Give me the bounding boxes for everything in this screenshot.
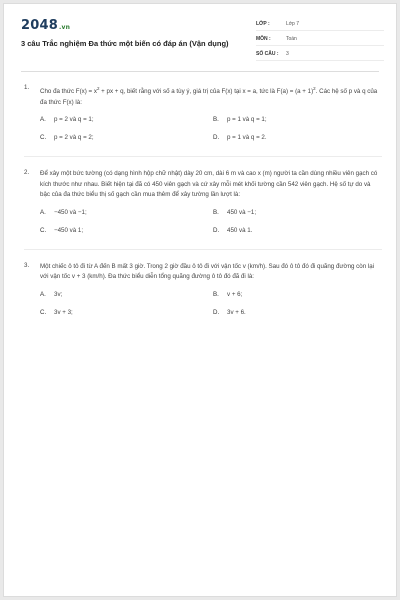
meta-value: 3 [286,51,289,57]
option-text: 3v + 3; [54,308,73,316]
answer-option-b[interactable] [213,290,386,299]
answer-option-c[interactable] [40,133,213,142]
option-letter: D. [213,308,220,316]
question-number: 1. [24,84,30,91]
option-text: 450 và 1. [227,226,253,234]
logo-suffix: .vn [58,24,71,31]
option-text: 450 và −1; [227,208,257,216]
question-number: 2. [24,169,30,177]
meta-label: LỚP : [256,21,270,27]
logo-text: 2048 [21,18,58,33]
question-text: Cho đa thức $F(x) = x^2$ + px + q, biết rằng với số a tùy ý, giá trị của F(x) tại x = a, tức là $F(a) = (a + 1)^2$. Các hệ số p và q của đa thức F(x) là: [40,86,378,106]
answer-option-c[interactable] [40,226,213,235]
option-text: 3v; [54,290,63,298]
question-text: Để xây một bức tường (có dạng hình hộp chữ nhật) dày 20 cm, dài 6 m và cao x (m) người ta cần dùng nhiều viên gạch có kích thước như nhau. Biết hiện tại đã có 450 viên gạch và cứ xây mỗi mét khối tường cần 542 viên gạch. Hệ số tự do và bậc của đa thức biểu thị số gạch cần mua thêm để xây tường lần lượt là: [40,170,378,199]
meta-info-box [256,18,384,63]
question-text: Một chiếc ô tô đi từ A đến B mất 3 giờ. Trong 2 giờ đầu ô tô đi với vận tốc v (km/h). Sau đó ô tô đó đi quãng đường còn lại với vận tốc v + 3 (km/h). Đa thức biểu diễn tổng quãng đường ô tô đó đã đi là: [40,262,375,281]
option-letter: C. [40,134,47,142]
option-text: v + 6; [227,290,243,298]
answer-option-a[interactable] [40,290,213,299]
answer-option-b[interactable] [213,115,386,124]
document-title: 3 câu Trắc nghiệm Đa thức một biến có đáp án (Vận dụng) [21,39,229,48]
option-text: −450 và 1; [54,226,84,234]
option-text: p = 1 và q = 1; [227,116,267,124]
option-letter: A. [40,290,46,298]
answer-option-c[interactable] [40,308,213,317]
option-letter: A. [40,116,46,124]
meta-value: Lớp 7 [286,21,300,27]
question-list [24,84,382,331]
option-letter: C. [40,226,47,234]
option-text: p = 1 và q = 2. [227,134,267,142]
option-letter: D. [213,226,220,234]
option-text: 3v + 6. [227,308,246,316]
option-letter: A. [40,208,46,216]
answer-option-a[interactable] [40,208,213,217]
option-letter: C. [40,308,47,316]
question-3 [24,262,382,317]
meta-row-count [256,48,384,61]
header-divider [21,71,379,72]
answer-option-d[interactable] [213,133,386,142]
answer-option-a[interactable] [40,115,213,124]
option-text: −450 và −1; [54,208,87,216]
document-page [3,3,397,597]
answer-option-d[interactable] [213,308,386,317]
meta-row-class [256,18,384,31]
answer-options [40,290,382,317]
option-letter: B. [213,290,219,298]
option-text: p = 2 và q = 2; [54,134,94,142]
question-2 [24,169,382,235]
meta-label: SỐ CÂU : [256,51,279,57]
answer-option-b[interactable] [213,208,386,217]
option-letter: B. [213,116,219,124]
meta-label: MÔN : [256,36,271,42]
question-divider [24,156,382,157]
meta-value: Toán [286,36,297,42]
question-number: 3. [24,261,30,269]
question-1 [24,84,382,142]
option-letter: D. [213,134,220,142]
answer-options [40,115,382,142]
answer-options [40,208,382,235]
question-divider [24,249,382,250]
site-logo[interactable] [21,18,70,33]
meta-row-subject [256,33,384,46]
answer-option-d[interactable] [213,226,386,235]
option-letter: B. [213,208,219,216]
option-text: p = 2 và q = 1; [54,116,94,124]
